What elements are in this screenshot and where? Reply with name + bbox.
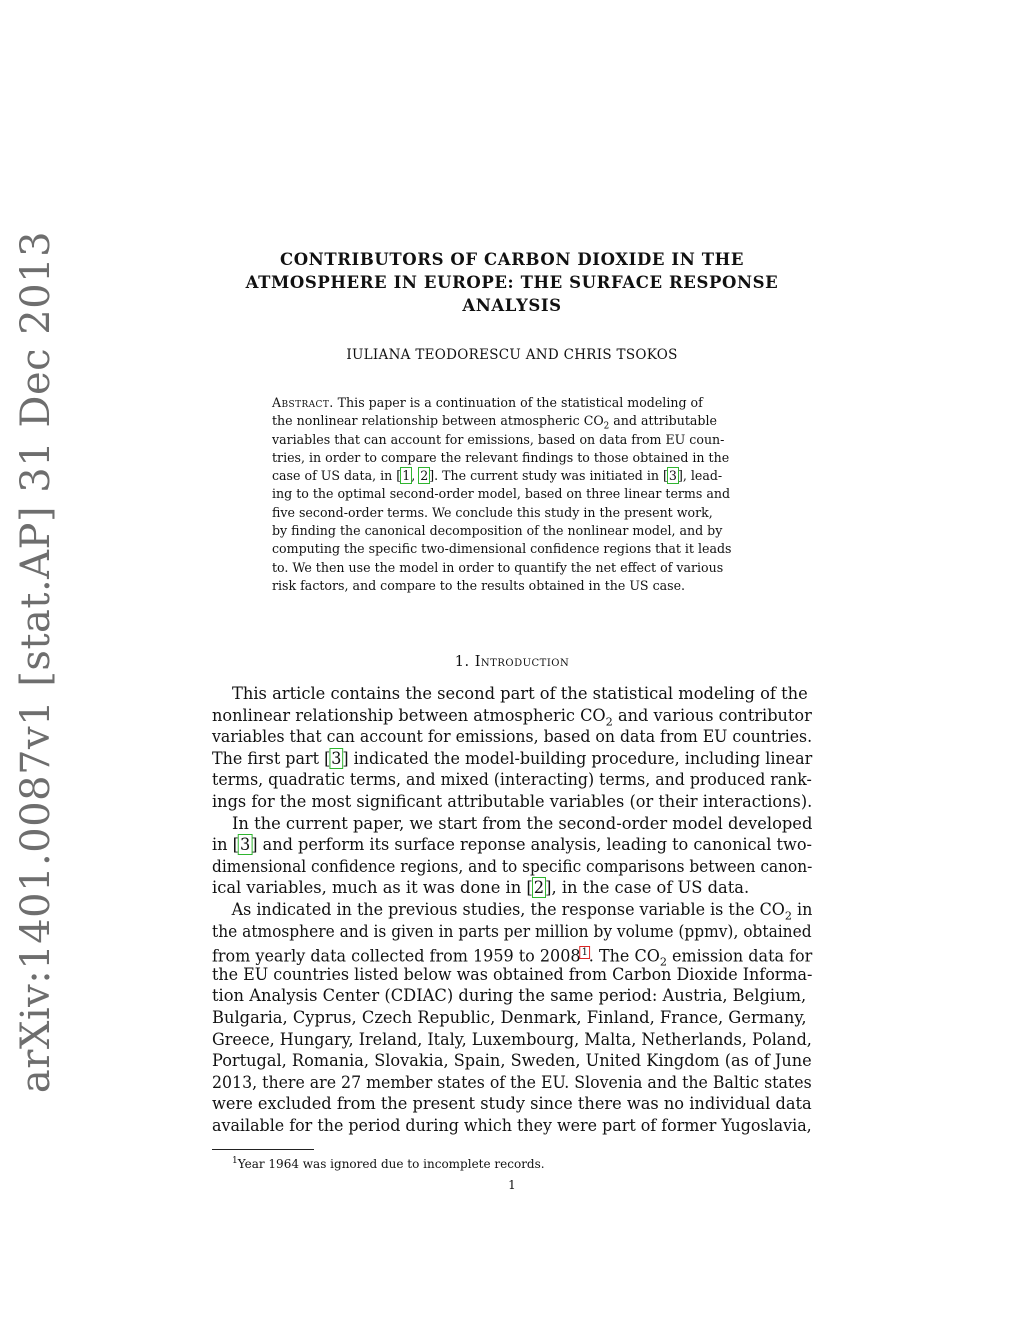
paragraph-text: 2013, there are 27 member states of the EU. Slovenia and the Baltic states <box>212 1072 812 1092</box>
footnote-mark: 1 <box>232 1156 238 1166</box>
paragraph-text: the atmosphere and is given in parts per million by volume (ppmv), obtained <box>212 921 812 941</box>
abstract-text: by finding the canonical decomposition of the nonlinear model, and by <box>272 523 723 539</box>
paragraph-text: in [ <box>212 835 239 855</box>
footnote <box>232 1156 545 1171</box>
paragraph-text: ] and perform its surface reponse analysis, leading to canonical two- <box>251 835 813 855</box>
paragraph-text: in <box>791 899 813 919</box>
paragraph-text: variables that can account for emissions, based on data from EU countries. <box>212 727 813 747</box>
paragraph-text: ] indicated the model-building procedure, including linear <box>342 748 813 768</box>
subscript: 2 <box>659 954 667 969</box>
abstract <box>272 394 754 595</box>
section-heading <box>212 654 812 670</box>
section-title: Introduction <box>474 654 570 670</box>
abstract-text: computing the specific two-dimensional confidence regions that it leads <box>272 541 732 557</box>
citation-link-3[interactable]: 3 <box>239 835 251 855</box>
footnote-link-1[interactable]: 1 <box>581 947 588 959</box>
title-line: ANALYSIS <box>462 296 562 315</box>
paragraph-text: The first part [ <box>212 748 331 768</box>
section-number: 1. <box>454 654 470 670</box>
author-list: IULIANA TEODORESCU AND CHRIS TSOKOS <box>346 347 678 363</box>
abstract-text: to. We then use the model in order to quantify the net effect of various <box>272 559 724 575</box>
page-number: 1 <box>508 1178 516 1192</box>
paragraph-text: terms, quadratic terms, and mixed (interacting) terms, and produced rank- <box>212 770 812 790</box>
paragraph-text: and various contributor <box>612 705 812 725</box>
paragraph-text: nonlinear relationship between atmospheric CO <box>212 705 606 725</box>
abstract-text: variables that can account for emissions, based on data from EU coun- <box>272 431 725 447</box>
subscript: 2 <box>784 908 792 923</box>
abstract-text: ], lead- <box>677 468 723 484</box>
abstract-text: five second-order terms. We conclude this study in the present work, <box>272 504 713 520</box>
paragraph-text: tion Analysis Center (CDIAC) during the same period: Austria, Belgium, <box>212 986 807 1006</box>
paragraph-text: dimensional confidence regions, and to specific comparisons between canon- <box>212 856 813 876</box>
abstract-text: and attributable <box>609 413 717 429</box>
body-text <box>212 683 812 1136</box>
abstract-text: , <box>411 468 420 484</box>
paragraph-text: emission data for <box>666 946 813 966</box>
citation-link-3[interactable]: 3 <box>668 468 677 484</box>
abstract-text: the nonlinear relationship between atmospheric CO <box>272 413 604 429</box>
subscript: 2 <box>605 713 613 728</box>
citation-link-1[interactable]: 1 <box>402 468 411 484</box>
footnote-divider <box>212 1149 314 1150</box>
abstract-text: This paper is a continuation of the statistical modeling of <box>333 395 703 410</box>
citation-link-2[interactable]: 2 <box>533 878 545 898</box>
paragraph-text: . The CO <box>588 946 660 966</box>
paragraph-text: were excluded from the present study since there was no individual data <box>212 1094 812 1114</box>
arxiv-identifier-stamp: arXiv:1401.0087v1 [stat.AP] 31 Dec 2013 <box>13 230 59 1094</box>
footnote-text: Year 1964 was ignored due to incomplete records. <box>237 1157 545 1171</box>
paragraph-text: Portugal, Romania, Slovakia, Spain, Sweden, United Kingdom (as of June <box>212 1051 812 1071</box>
paragraph-text: As indicated in the previous studies, the response variable is the CO <box>231 899 785 919</box>
abstract-text: tries, in order to compare the relevant findings to those obtained in the <box>272 449 730 465</box>
abstract-text: case of US data, in [ <box>272 468 402 484</box>
paragraph-text: ical variables, much as it was done in [ <box>212 878 533 898</box>
paragraph-text: ], in the case of US data. <box>545 878 750 898</box>
paragraph-text: available for the period during which they were part of former Yugoslavia, <box>212 1115 812 1135</box>
abstract-text: risk factors, and compare to the results obtained in the US case. <box>272 577 686 593</box>
paragraph-text: Bulgaria, Cyprus, Czech Republic, Denmark, Finland, France, Germany, <box>212 1007 807 1027</box>
abstract-text: ing to the optimal second-order model, based on three linear terms and <box>272 486 731 502</box>
abstract-label: Abstract. <box>272 395 334 410</box>
paragraph-text: This article contains the second part of the statistical modeling of the <box>232 684 808 703</box>
paragraph-text: Greece, Hungary, Ireland, Italy, Luxembourg, Malta, Netherlands, Poland, <box>212 1029 812 1049</box>
subscript: 2 <box>603 421 610 432</box>
paragraph-text: from yearly data collected from 1959 to 2008 <box>212 946 581 966</box>
paper-title <box>212 248 812 317</box>
paragraph-text: the EU countries listed below was obtained from Carbon Dioxide Informa- <box>212 964 813 984</box>
title-line: ATMOSPHERE IN EUROPE: THE SURFACE RESPONSE <box>245 273 779 292</box>
citation-link-2[interactable]: 2 <box>420 468 429 484</box>
title-line: CONTRIBUTORS OF CARBON DIOXIDE IN THE <box>279 250 745 269</box>
citation-link-3[interactable]: 3 <box>331 748 342 768</box>
paragraph-text: ings for the most significant attributable variables (or their interactions). <box>212 791 813 811</box>
abstract-text: ]. The current study was initiated in [ <box>429 468 668 484</box>
paragraph-text: In the current paper, we start from the second-order model developed <box>232 813 813 833</box>
